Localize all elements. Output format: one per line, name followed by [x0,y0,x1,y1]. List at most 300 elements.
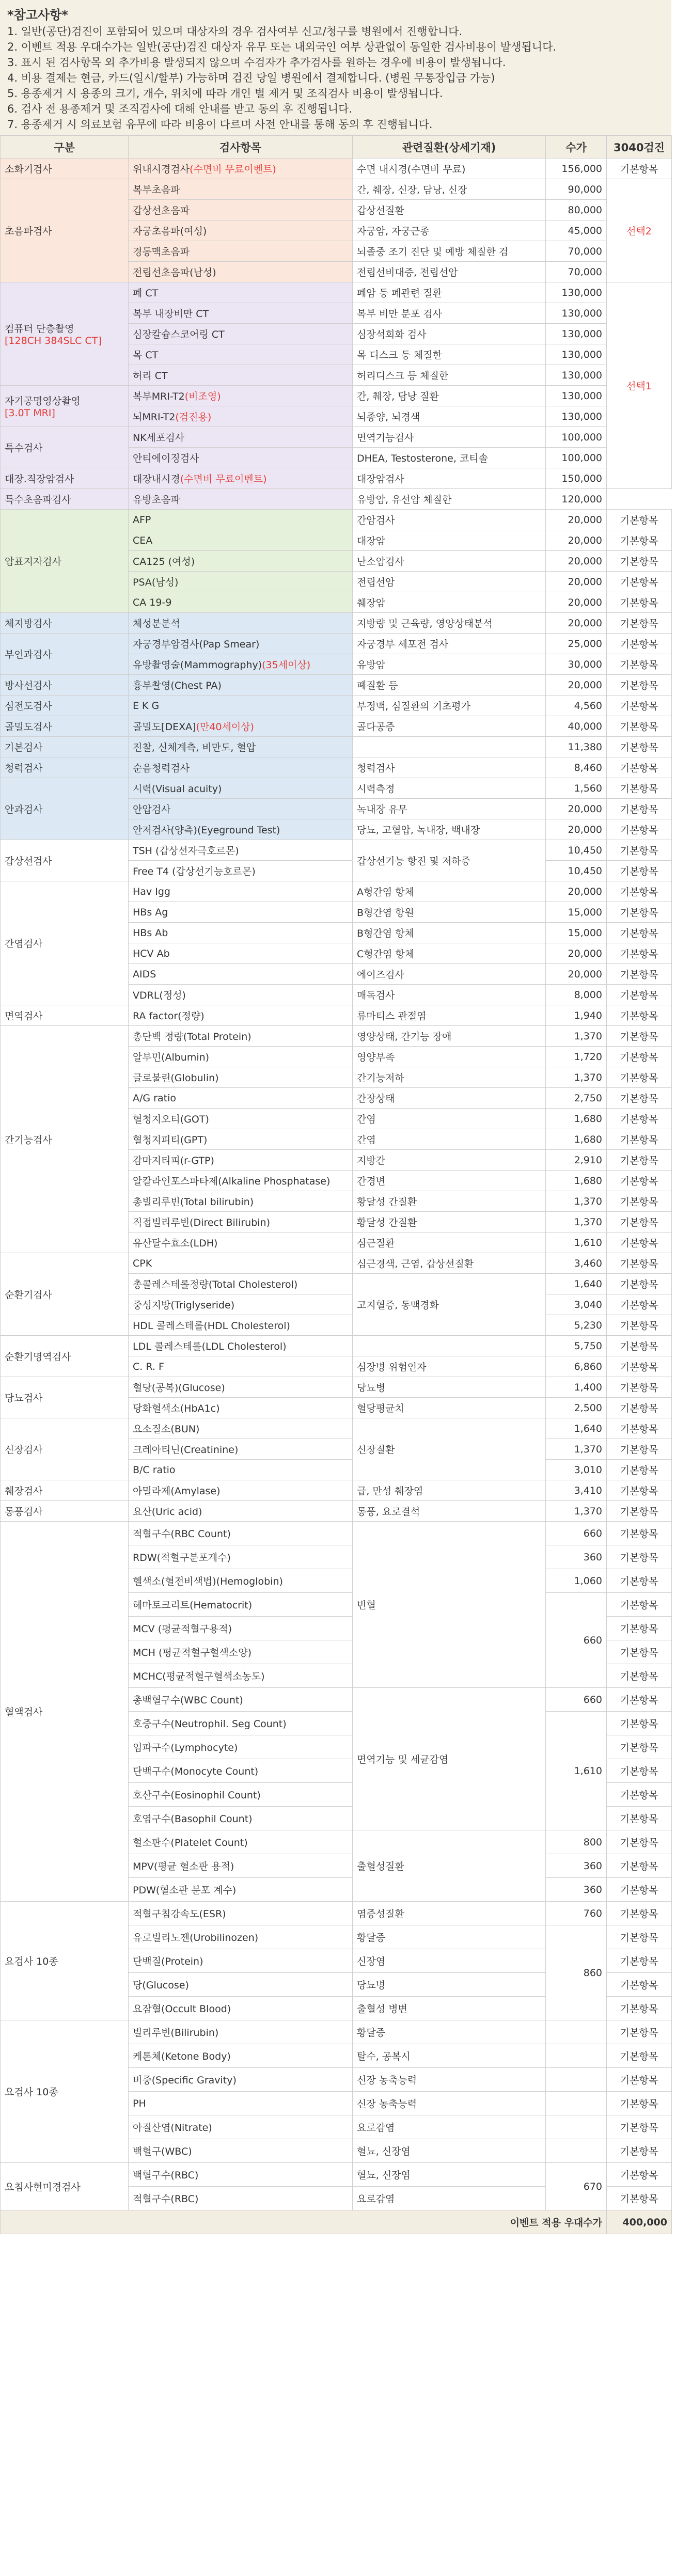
item-cell [129,964,353,985]
disease-cell: 녹내장 유무 [353,799,546,819]
item-label: A/G ratio [133,1092,176,1104]
item-cell [129,654,353,675]
item-label: 순음청력검사 [133,763,190,774]
item-cell [129,1501,353,1522]
price-cell: 40,000 [546,716,607,737]
price-cell: 20,000 [546,530,607,551]
item-label: HBs Ab [133,927,168,939]
item-label: HCV Ab [133,947,170,959]
price-cell: 360 [546,1854,607,1878]
exam-basis-cell: 기본항목 [607,1253,672,1274]
exam-basis-cell: 기본항목 [607,1439,672,1460]
item-cell [129,2139,353,2163]
category-label: 간기능검사 [5,1134,52,1146]
item-label: 백혈구수(RBC) [133,2170,199,2181]
price-cell: 10,450 [546,840,607,861]
table-row [1,2020,672,2044]
item-label: 비중(Specific Gravity) [133,2075,237,2086]
disease-cell: 황달성 간질환 [353,1212,546,1232]
price-cell: 20,000 [546,799,607,819]
item-note: (검진용) [175,412,212,423]
exam-basis-cell: 기본항목 [607,1088,672,1109]
category-cell [1,613,129,634]
category-label: 특수검사 [5,442,43,454]
disease-cell: 간, 췌장, 신장, 담낭, 신장 [353,179,546,200]
disease-cell: 허리디스크 등 체질한 [353,365,546,386]
price-cell: 20,000 [546,819,607,840]
category-cell [1,1418,129,1480]
exam-basis-cell: 기본항목 [607,1418,672,1439]
item-cell [129,1830,353,1854]
item-label: LDL 콜레스테롤(LDL Cholesterol) [133,1341,287,1352]
disease-cell: 대장암검사 [353,468,546,489]
category-label: 암표지자검사 [5,556,62,567]
table-row [1,489,672,510]
item-label: B/C ratio [133,1464,176,1476]
exam-basis-cell: 기본항목 [607,510,672,530]
item-cell [129,489,353,510]
item-label: 총콜레스테롤정량(Total Cholesterol) [133,1279,298,1290]
item-cell [129,1294,353,1315]
category-label: 자기공명영상촬영 [5,396,81,407]
category-cell [1,737,129,757]
item-cell [129,427,353,448]
item-label: 폐 CT [133,288,159,299]
item-cell [129,716,353,737]
price-cell: 1,370 [546,1501,607,1522]
item-cell [129,2044,353,2068]
category-label: 간염검사 [5,938,43,950]
item-label: 대장내시경 [133,473,180,485]
item-label: 아질산염(Nitrate) [133,2122,212,2134]
disease-cell: 간, 췌장, 담낭 질환 [353,386,546,406]
disease-cell: 간기능저하 [353,1067,546,1088]
item-label: 혈청지피티(GPT) [133,1134,208,1146]
category-label: 통풍검사 [5,1506,43,1518]
item-note: (만40세이상) [196,721,254,733]
exam-basis-cell: 기본항목 [607,757,672,778]
category-label: 면역검사 [5,1010,43,1022]
item-label: HDL 콜레스테롤(HDL Cholesterol) [133,1320,290,1332]
item-label: NK세포검사 [133,432,185,444]
price-cell: 760 [546,1902,607,1925]
price-cell: 1,640 [546,1418,607,1439]
price-cell [546,2115,607,2139]
item-cell [129,1688,353,1712]
item-label: PDW(혈소판 분포 계수) [133,1885,237,1896]
item-cell [129,1067,353,1088]
item-label: 호중구수(Neutrophil. Seg Count) [133,1718,287,1730]
exam-basis-cell: 기본항목 [607,1617,672,1640]
item-label: CPK [133,1257,152,1269]
price-cell: 15,000 [546,923,607,943]
exam-basis-cell: 기본항목 [607,1830,672,1854]
disease-cell: 당뇨, 고혈압, 녹내장, 백내장 [353,819,546,840]
item-label: MPV(평균 혈소판 용적) [133,1861,234,1872]
item-cell [129,241,353,262]
item-label: 글로불린(Globulin) [133,1072,219,1084]
item-cell [129,1150,353,1171]
exam-basis-cell: 기본항목 [607,1191,672,1212]
exam-basis-cell: 기본항목 [607,592,672,613]
item-label: 위내시경검사 [133,164,190,175]
disease-cell: 청력검사 [353,757,546,778]
disease-cell: 면역기능검사 [353,427,546,448]
disease-cell: 에이즈검사 [353,964,546,985]
item-cell [129,1253,353,1274]
item-label: 직접빌리루빈(Direct Bilirubin) [133,1217,270,1228]
category-label: 췌장검사 [5,1485,43,1497]
disease-cell: 혈뇨, 신장염 [353,2163,546,2187]
item-label: 유방초음파 [133,494,180,505]
exam-basis-cell: 기본항목 [607,1005,672,1026]
disease-cell: 골다공증 [353,716,546,737]
exam-basis-cell: 기본항목 [607,696,672,716]
exam-basis-cell: 기본항목 [607,1232,672,1253]
notes-line: 1. 일반(공단)검진이 포함되어 있으며 대상자의 경우 검사여부 신고/청구를 병원에서 진행합니다. [7,25,463,38]
category-label: 요침사현미경검사 [5,2182,81,2193]
item-label: MCHC(평균적혈구혈색소농도) [133,1671,265,1682]
item-cell [129,1854,353,1878]
category-cell [1,1026,129,1253]
price-cell: 20,000 [546,613,607,634]
item-label: MCV (평균적혈구용적) [133,1623,232,1635]
item-cell [129,406,353,427]
price-cell: 90,000 [546,179,607,200]
category-cell [1,159,129,179]
category-cell [1,1005,129,1026]
disease-cell: 요로감염 [353,2187,546,2210]
price-cell: 1,060 [546,1569,607,1593]
item-cell [129,861,353,881]
price-cell: 70,000 [546,241,607,262]
price-cell: 1,370 [546,1026,607,1047]
category-cell [1,696,129,716]
item-label: 총백혈구수(WBC Count) [133,1695,243,1706]
exam-basis-cell: 기본항목 [607,1150,672,1171]
item-label: 아밀라제(Amylase) [133,1485,221,1497]
price-cell [546,2044,607,2068]
item-cell [129,737,353,757]
category-cell [1,881,129,1005]
table-row [1,1026,672,1047]
item-cell [129,1480,353,1501]
disease-cell: 신장질환 [353,1418,546,1480]
item-cell [129,1274,353,1294]
exam-basis-cell: 기본항목 [607,572,672,592]
disease-cell: 신장염 [353,1949,546,1973]
item-cell [129,510,353,530]
price-cell: 3,460 [546,1253,607,1274]
disease-cell: 영양부족 [353,1047,546,1067]
exam-basis-cell: 기본항목 [607,923,672,943]
item-cell [129,1545,353,1569]
exam-basis-cell: 기본항목 [607,1593,672,1617]
table-body [1,159,672,2234]
disease-cell: 수면 내시경(수면비 무료) [353,159,546,179]
item-label: 골밀도[DEXA] [133,721,196,733]
table-row [1,1336,672,1356]
item-note: (수면비 무료이벤트) [190,164,276,175]
exam-basis-cell: 기본항목 [607,1336,672,1356]
category-label: 순환기명역검사 [5,1351,71,1363]
item-cell [129,1949,353,1973]
disease-cell: C형간염 항체 [353,943,546,964]
item-label: 목 CT [133,350,159,361]
disease-cell: 지방간 [353,1150,546,1171]
item-note: (수면비 무료이벤트) [180,473,267,485]
category-label: 컴퓨터 단층촬영 [5,323,74,335]
price-cell: 1,680 [546,1129,607,1150]
item-label: AFP [133,514,151,526]
exam-basis-cell: 기본항목 [607,1460,672,1480]
item-label: 안압검사 [133,804,171,815]
exam-basis-cell: 기본항목 [607,1171,672,1191]
item-cell [129,365,353,386]
notes-line: 6. 검사 전 용종제거 및 조직검사에 대해 안내를 받고 동의 후 진행됩니다. [7,103,353,115]
exam-basis-cell: 기본항목 [607,1807,672,1830]
notes-line: 3. 표시 된 검사항목 외 추가비용 발생되지 않으며 수검자가 추가검사를 원하는 경우에 비용이 발생됩니다. [7,56,506,69]
item-cell [129,1735,353,1759]
footer-row [1,2210,672,2234]
exam-basis-cell: 기본항목 [607,902,672,923]
price-cell: 1,680 [546,1171,607,1191]
item-cell [129,1460,353,1480]
price-cell [546,2020,607,2044]
disease-cell: 탈수, 공복시 [353,2044,546,2068]
item-cell [129,1315,353,1336]
item-cell [129,1418,353,1439]
item-cell [129,1232,353,1253]
table-row [1,1902,672,1925]
item-label: 유산탈수효소(LDH) [133,1238,218,1249]
price-cell [546,2068,607,2092]
category-cell [1,716,129,737]
table-row [1,716,672,737]
price-cell: 1,610 [546,1232,607,1253]
exam-basis-cell: 기본항목 [607,737,672,757]
disease-cell: 부정맥, 심질환의 기초평가 [353,696,546,716]
item-cell [129,303,353,324]
exam-basis-cell: 기본항목 [607,861,672,881]
disease-cell: 간염 [353,1109,546,1129]
table-row [1,282,672,303]
category-label: 청력검사 [5,763,43,774]
disease-cell: 자궁암, 자궁근종 [353,220,546,241]
disease-cell: 갑상선기능 항진 및 저하증 [353,840,546,881]
disease-cell: 폐암 등 폐관련 질환 [353,282,546,303]
item-cell [129,1807,353,1830]
table-row [1,778,672,799]
item-cell [129,262,353,282]
disease-cell: 시력측정 [353,778,546,799]
exam-basis-cell: 기본항목 [607,1712,672,1735]
category-label: 골밀도검사 [5,721,52,733]
price-cell: 130,000 [546,344,607,365]
item-cell [129,1902,353,1925]
item-label: 혈청지오티(GOT) [133,1114,209,1125]
table-row [1,881,672,902]
disease-cell: 간염 [353,1129,546,1150]
category-cell [1,510,129,613]
exam-basis-cell: 기본항목 [607,840,672,861]
item-label: 갑상선초음파 [133,205,190,216]
price-cell: 800 [546,1830,607,1854]
table-row [1,1418,672,1439]
price-cell: 10,450 [546,861,607,881]
price-cell: 20,000 [546,881,607,902]
item-cell [129,799,353,819]
item-label: 허리 CT [133,370,168,382]
price-cell: 45,000 [546,220,607,241]
category-label: 기본검사 [5,742,43,753]
price-cell: 130,000 [546,406,607,427]
item-cell [129,1664,353,1688]
price-cell: 3,410 [546,1480,607,1501]
price-cell: 130,000 [546,386,607,406]
disease-cell: 지방량 및 근육량, 영양상태분석 [353,613,546,634]
item-cell [129,2068,353,2092]
header-item: 검사항목 [129,136,353,159]
category-cell [1,2020,129,2163]
header-category: 구분 [1,136,129,159]
price-cell: 2,500 [546,1398,607,1418]
category-label: 순환기검사 [5,1289,52,1301]
item-label: 호염구수(Basophil Count) [133,1813,253,1825]
disease-cell: A형간염 항체 [353,881,546,902]
exam-basis-cell: 기본항목 [607,1664,672,1688]
price-cell: 20,000 [546,510,607,530]
item-cell [129,530,353,551]
item-label: Free T4 (갑상선기능호르몬) [133,866,256,877]
disease-cell: 전립선암 [353,572,546,592]
table-row [1,634,672,654]
category-label: 갑상선검사 [5,856,52,867]
exam-basis-cell: 기본항목 [607,881,672,902]
price-cell: 20,000 [546,675,607,696]
item-cell [129,1212,353,1232]
disease-cell: 류마티스 관절염 [353,1005,546,1026]
exam-basis-cell: 기본항목 [607,716,672,737]
item-cell [129,1640,353,1664]
disease-cell: 난소암검사 [353,551,546,572]
price-cell: 120,000 [546,489,607,510]
exam-basis-cell: 기본항목 [607,1480,672,1501]
item-label: C. R. F [133,1361,164,1372]
item-label: 단백구수(Monocyte Count) [133,1766,259,1777]
notes-line: 7. 용종제거 시 의료보험 유무에 따라 비용이 다르며 사전 안내를 통해 동의 후 진행됩니다. [7,118,433,131]
item-cell [129,634,353,654]
item-label: VDRL(정성) [133,990,186,1001]
item-cell [129,1047,353,1067]
item-label: Hav Igg [133,886,170,897]
exam-basis-cell: 기본항목 [607,159,672,179]
item-cell [129,1088,353,1109]
table-row [1,675,672,696]
exam-basis-cell: 기본항목 [607,799,672,819]
item-label: 단백질(Protein) [133,1956,203,1967]
price-cell: 6,860 [546,1356,607,1377]
item-label: CEA [133,534,153,546]
item-label: 경동맥초음파 [133,246,190,258]
item-label: 중성지방(Triglyseride) [133,1300,235,1311]
item-label: RA factor(정량) [133,1010,205,1022]
exam-basis-cell: 기본항목 [607,1545,672,1569]
disease-cell: 면역기능 및 세균감염 [353,1688,546,1830]
item-label: 총빌리루빈(Total bilirubin) [133,1196,254,1208]
table-row [1,1005,672,1026]
item-cell [129,448,353,468]
exam-basis-cell: 기본항목 [607,654,672,675]
exam-basis-cell: 기본항목 [607,530,672,551]
price-cell: 100,000 [546,448,607,468]
exam-basis-cell: 기본항목 [607,1640,672,1664]
disease-cell: B형간염 항원 [353,902,546,923]
price-cell: 20,000 [546,572,607,592]
item-label: 호산구수(Eosinophil Count) [133,1790,261,1801]
price-cell: 1,370 [546,1191,607,1212]
price-cell: 11,380 [546,737,607,757]
table-row [1,159,672,179]
exam-basis-cell: 기본항목 [607,1902,672,1925]
price-cell: 3,010 [546,1460,607,1480]
item-label: 적혈구수(RBC Count) [133,1528,231,1540]
category-cell [1,468,129,489]
item-cell [129,1191,353,1212]
item-label: 체성분분석 [133,618,180,629]
item-label: 안티에이징검사 [133,453,199,464]
price-cell: 2,750 [546,1088,607,1109]
category-cell [1,1253,129,1336]
disease-cell: 황달증 [353,2020,546,2044]
price-cell: 1,680 [546,1109,607,1129]
exam-basis-cell: 기본항목 [607,1294,672,1315]
item-label: TSH (갑상선자극호르몬) [133,845,239,857]
disease-cell: 신장 농축능력 [353,2068,546,2092]
item-label: 크레아티닌(Creatinine) [133,1444,239,1456]
item-label: 케톤체(Ketone Body) [133,2051,231,2062]
category-label: 요검사 10종 [5,1956,58,1967]
exam-basis-cell: 기본항목 [607,1569,672,1593]
item-label: 적혈구수(RBC) [133,2193,199,2205]
table-row [1,613,672,634]
price-cell: 70,000 [546,262,607,282]
exam-basis-cell: 기본항목 [607,1047,672,1067]
category-cell [1,1377,129,1418]
disease-cell [353,1336,546,1356]
item-cell [129,1439,353,1460]
category-note: [128CH 384SLC CT] [5,335,102,346]
item-cell [129,881,353,902]
item-label: 알부민(Albumin) [133,1052,210,1063]
disease-cell: 요로감염 [353,2115,546,2139]
item-label: 헤마토크리트(Hematocrit) [133,1600,253,1611]
category-label: 당뇨검사 [5,1393,43,1404]
price-cell: 20,000 [546,592,607,613]
price-cell: 8,460 [546,757,607,778]
item-cell [129,840,353,861]
item-cell [129,1129,353,1150]
item-note: (35세이상) [262,659,311,671]
disease-cell: 간암검사 [353,510,546,530]
exam-basis-cell: 기본항목 [607,2139,672,2163]
item-label: AIDS [133,968,156,980]
item-label: 심장칼슘스코어링 CT [133,329,225,340]
disease-cell: 급, 만성 췌장염 [353,1480,546,1501]
table-row [1,1501,672,1522]
category-cell [1,1336,129,1377]
item-cell [129,1356,353,1377]
